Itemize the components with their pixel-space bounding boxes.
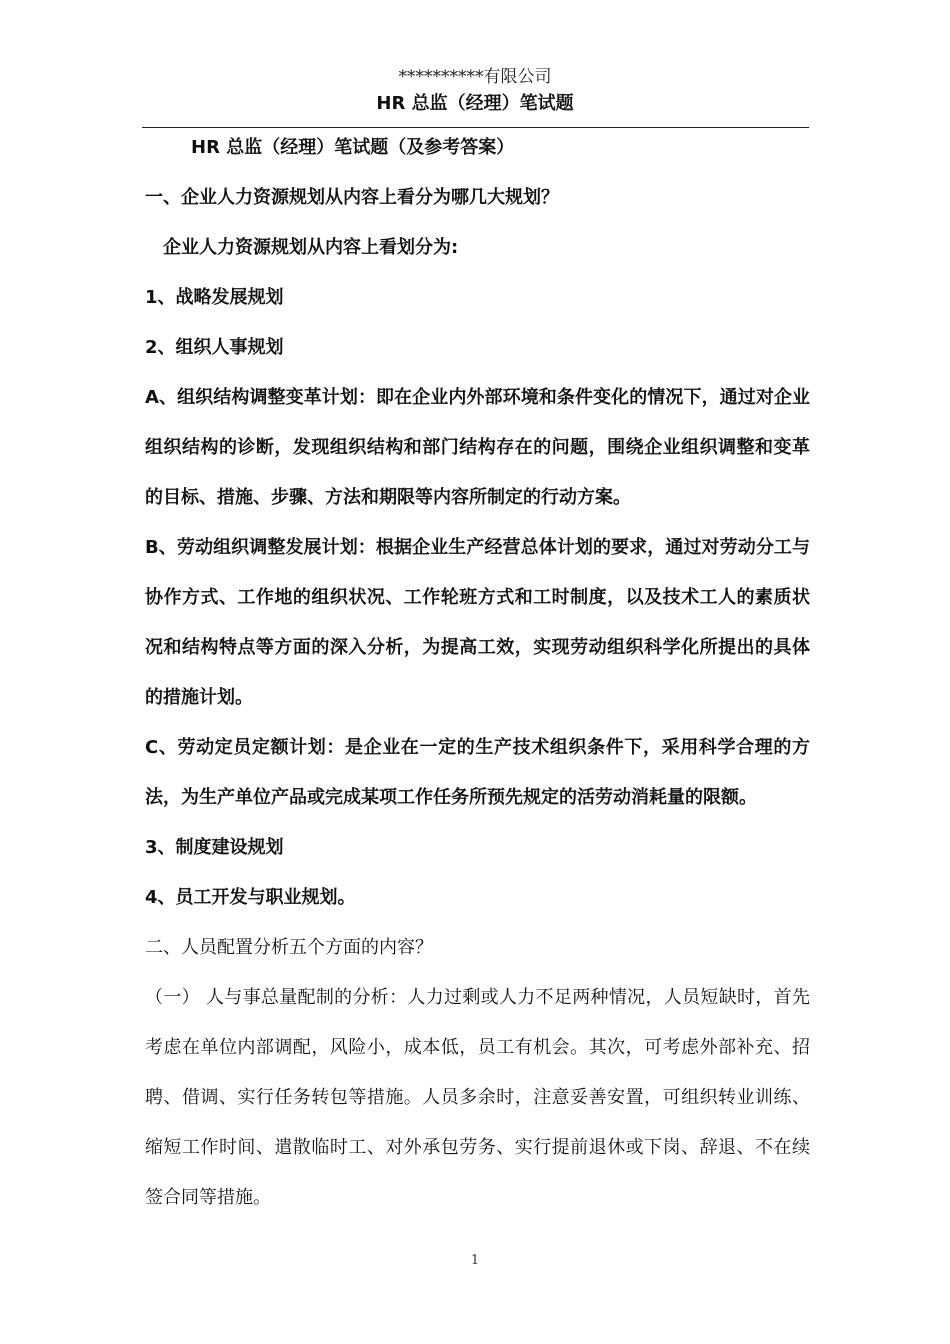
document-body: [145, 123, 810, 1223]
document-title: HR 总监（经理）笔试题（及参考答案）: [191, 137, 515, 158]
question-2-paragraph: （一） 人与事总量配制的分析：人力过剩或人力不足两种情况，人员短缺时，首先考虑在单位内部调配，风险小，成本低，员工有机会。其次，可考虑外部补充、招聘、借调、实行任务转包等措施。人员多余时，注意妥善安置，可组织转业训练、缩短工作时间、遣散临时工、对外承包劳务、实行提前退休或下岗、辞退、不在续签合同等措施。: [145, 987, 810, 1208]
question-2-heading: 二、人员配置分析五个方面的内容？: [145, 937, 433, 958]
header-title: HR 总监（经理）笔试题: [376, 93, 574, 114]
question-1-heading: 一、企业人力资源规划从内容上看分为哪几大规划？: [145, 187, 559, 208]
list-item-3: 3、制度建设规划: [145, 837, 284, 858]
header-company-name: **********有限公司: [398, 67, 552, 87]
list-item-2: 2、组织人事规划: [145, 337, 284, 358]
list-item-4: 4、员工开发与职业规划。: [145, 887, 356, 908]
list-item-a: A、组织结构调整变革计划：即在企业内外部环境和条件变化的情况下，通过对企业组织结构的诊断，发现组织结构和部门结构存在的问题，围绕企业组织调整和变革的目标、措施、步骤、方法和期限等内容所制定的行动方案。: [145, 387, 810, 508]
question-1-intro: 企业人力资源规划从内容上看划分为:: [163, 237, 459, 258]
list-item-b: B、劳动组织调整发展计划：根据企业生产经营总体计划的要求，通过对劳动分工与协作方式、工作地的组织状况、工作轮班方式和工时制度，以及技术工人的素质状况和结构特点等方面的深入分析，为提高工效，实现劳动组织科学化所提出的具体的措施计划。: [145, 537, 810, 708]
list-item-1: 1、战略发展规划: [145, 287, 284, 308]
list-item-c: C、劳动定员定额计划：是企业在一定的生产技术组织条件下，采用科学合理的方法，为生产单位产品或完成某项工作任务所预先规定的活劳动消耗量的限额。: [145, 737, 810, 808]
page-number: 1: [470, 1253, 480, 1268]
